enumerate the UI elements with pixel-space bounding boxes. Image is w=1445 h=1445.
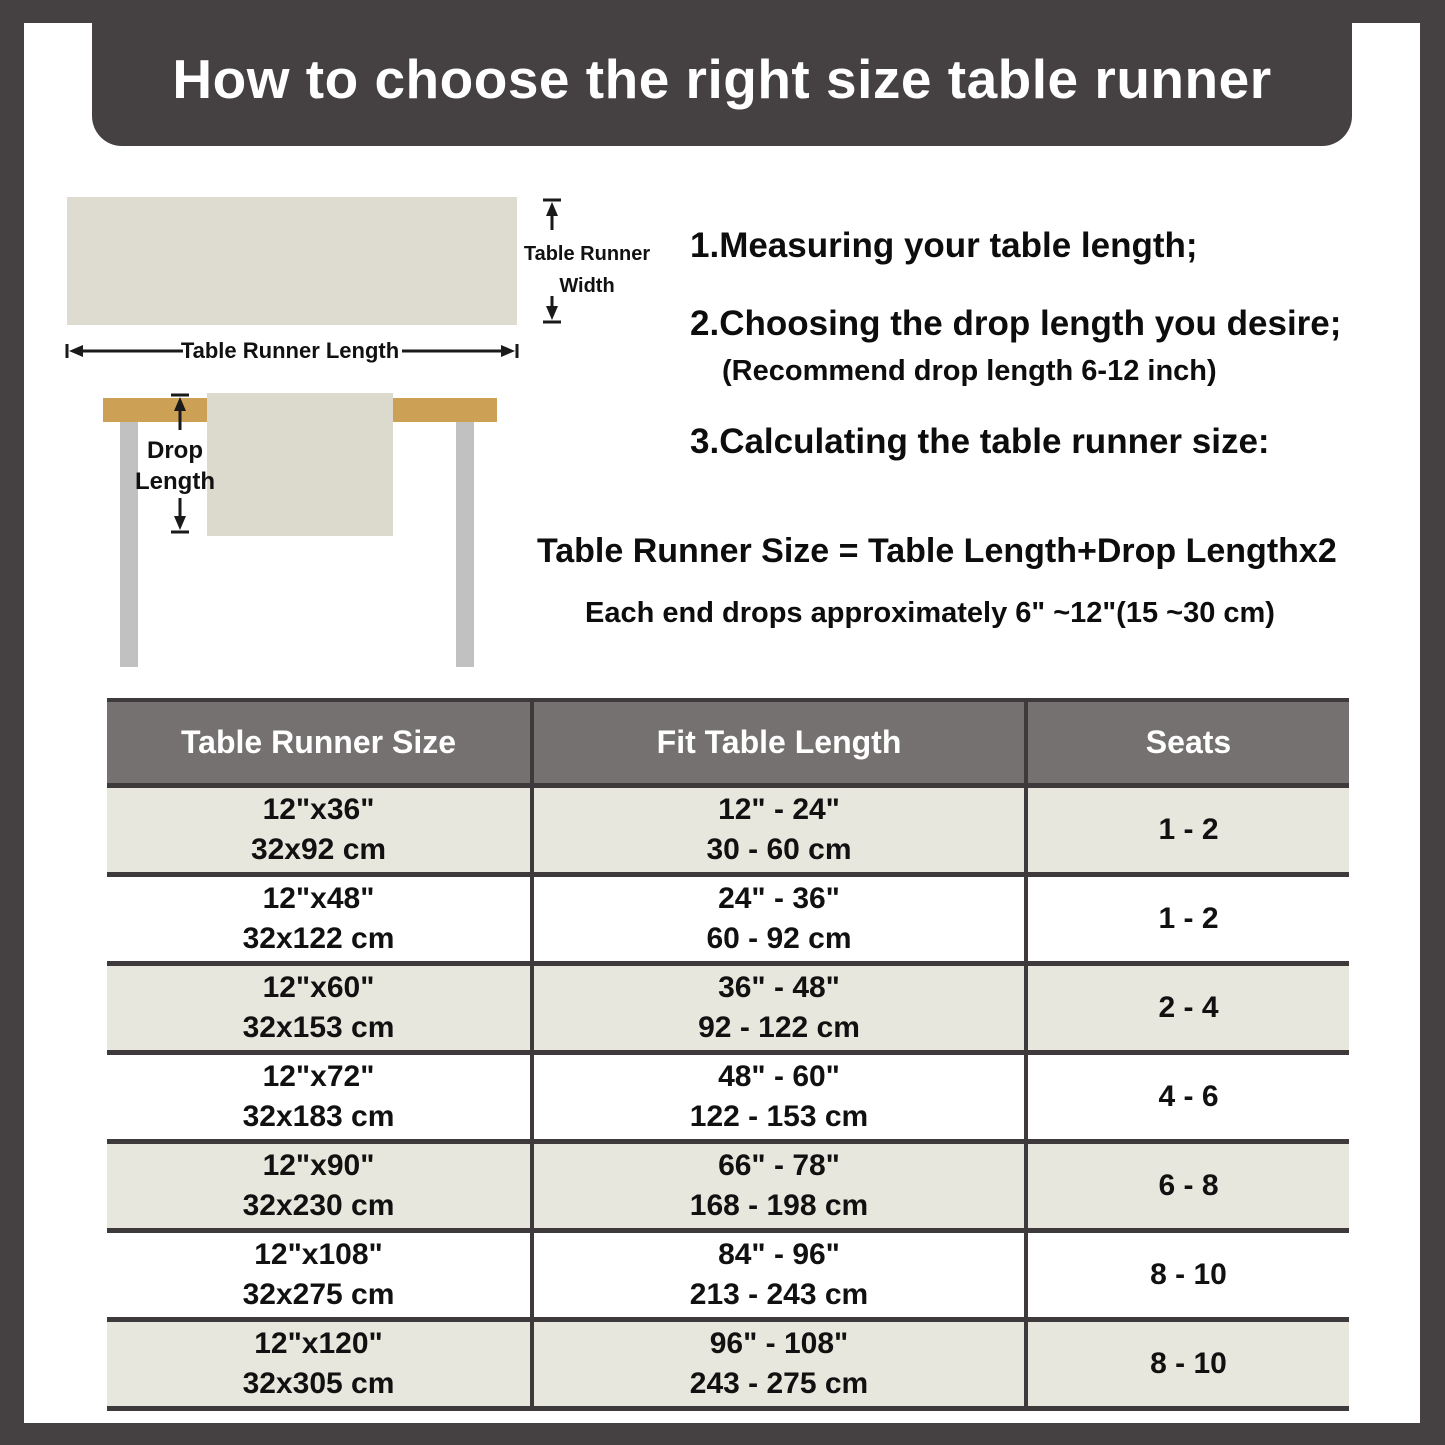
seats-value: 6 - 8 [1026, 1141, 1349, 1230]
runner-size-cm: 32x122 cm [242, 921, 395, 955]
runner-size-cm: 32x230 cm [242, 1188, 395, 1222]
frame-right [1420, 0, 1445, 1445]
seats-value: 1 - 2 [1026, 785, 1349, 874]
fit-length-cm: 213 - 243 cm [689, 1277, 869, 1311]
col-header-fit-length: Fit Table Length [532, 700, 1026, 785]
fit-length-in: 24" - 36" [718, 881, 840, 915]
step-3: 3.Calculating the table runner size: [690, 422, 1270, 461]
fit-length-cm: 92 - 122 cm [698, 1010, 860, 1044]
width-label-line1: Table Runner [523, 243, 651, 265]
table-row [107, 1052, 1349, 1141]
runner-size-in: 12"x60" [262, 970, 375, 1004]
drop-range-note: Each end drops approximately 6" ~12"(15 ~30 cm) [585, 597, 1275, 629]
drop-label-line1: Drop [147, 437, 203, 464]
seats-value: 4 - 6 [1026, 1052, 1349, 1141]
runner-size-in: 12"x90" [262, 1148, 375, 1182]
table-leg-right [456, 422, 474, 667]
table-row [107, 1230, 1349, 1319]
runner-size-in: 12"x108" [254, 1237, 383, 1271]
fit-length-in: 36" - 48" [718, 970, 840, 1004]
frame-bottom [0, 1423, 1445, 1445]
size-formula: Table Runner Size = Table Length+Drop Lengthx2 [537, 532, 1337, 570]
size-table [107, 698, 1349, 1411]
fit-length-cm: 60 - 92 cm [706, 921, 852, 955]
runner-size-cm: 32x92 cm [250, 832, 387, 866]
fit-length-cm: 122 - 153 cm [689, 1099, 869, 1133]
table-row [107, 785, 1349, 874]
seats-value: 8 - 10 [1026, 1230, 1349, 1319]
width-label [522, 238, 652, 302]
fit-length-in: 84" - 96" [718, 1237, 840, 1271]
runner-size-cm: 32x305 cm [242, 1366, 395, 1400]
seats-value: 2 - 4 [1026, 963, 1349, 1052]
runner-size-in: 12"x48" [262, 881, 375, 915]
drop-length-label [130, 435, 220, 497]
table-row [107, 1141, 1349, 1230]
seats-value: 8 - 10 [1026, 1319, 1349, 1408]
runner-drape-rect [207, 393, 393, 536]
runner-size-in: 12"x72" [262, 1059, 375, 1093]
fit-length-in: 66" - 78" [718, 1148, 840, 1182]
seats-value: 1 - 2 [1026, 874, 1349, 963]
fit-length-in: 96" - 108" [709, 1326, 849, 1360]
step-2: 2.Choosing the drop length you desire; [690, 304, 1342, 343]
fit-length-in: 12" - 24" [718, 792, 840, 826]
page-title: How to choose the right size table runner [172, 48, 1272, 110]
fit-length-cm: 243 - 275 cm [689, 1366, 869, 1400]
table-row [107, 874, 1349, 963]
step-1: 1.Measuring your table length; [690, 226, 1198, 265]
runner-size-in: 12"x120" [254, 1326, 383, 1360]
table-row [107, 963, 1349, 1052]
runner-size-cm: 32x183 cm [242, 1099, 395, 1133]
fit-length-in: 48" - 60" [718, 1059, 840, 1093]
col-header-seats: Seats [1026, 700, 1349, 785]
step-2-note: (Recommend drop length 6-12 inch) [722, 355, 1217, 387]
runner-size-cm: 32x153 cm [242, 1010, 395, 1044]
runner-size-cm: 32x275 cm [242, 1277, 395, 1311]
table-row [107, 1319, 1349, 1408]
fit-length-cm: 168 - 198 cm [689, 1188, 869, 1222]
title-banner [92, 0, 1352, 146]
fit-length-cm: 30 - 60 cm [706, 832, 852, 866]
col-header-runner-size: Table Runner Size [107, 700, 532, 785]
runner-size-in: 12"x36" [262, 792, 375, 826]
width-label-line2: Width [559, 275, 615, 297]
runner-topview-rect [67, 197, 517, 325]
length-label: Table Runner Length [180, 338, 400, 363]
size-table-header-row [107, 700, 1349, 785]
drop-label-line2: Length [135, 468, 215, 495]
